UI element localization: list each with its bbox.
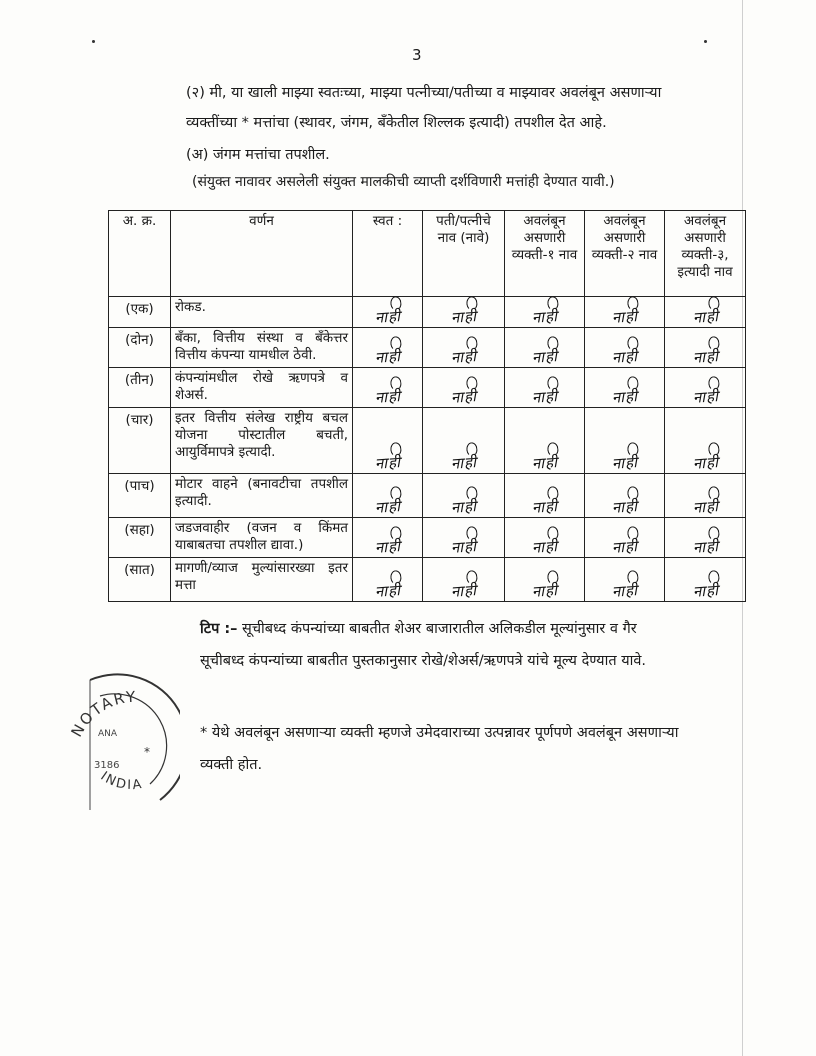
header-dependent-2: अवलंबून असणारी व्यक्ती-२ नाव bbox=[585, 211, 665, 297]
row-serial: (तीन) bbox=[109, 368, 171, 408]
header-dependent-1: अवलंबून असणारी व्यक्ती-१ नाव bbox=[505, 211, 585, 297]
scan-speck bbox=[704, 40, 707, 43]
seal-text-bottom: INDIA bbox=[97, 769, 145, 794]
row-description: इतर वित्तीय संलेख राष्ट्रीय बचल योजना पोस्टातील बचती, आयुर्विमापत्रे इत्यादी. bbox=[171, 408, 353, 474]
row-serial: (दोन) bbox=[109, 328, 171, 368]
row-description: कंपन्यांमधील रोखे ऋणपत्रे व शेअर्स. bbox=[171, 368, 353, 408]
tip-text-1: सूचीबध्द कंपन्यांच्या बाबतीत शेअर बाजारातील अलिकडील मूल्यांनुसार व गैर bbox=[242, 621, 637, 637]
header-self: स्वत : bbox=[353, 211, 423, 297]
scan-speck bbox=[92, 40, 95, 43]
table-row bbox=[109, 518, 746, 558]
handwritten-entry: नाही bbox=[529, 526, 560, 558]
handwritten-entry: नाही bbox=[609, 376, 640, 408]
handwritten-entry: नाही bbox=[448, 376, 479, 408]
intro-line-2: व्यक्तींच्या * मत्तांचा (स्थावर, जंगम, बँकेतील शिल्लक इत्यादी) तपशील देत आहे. bbox=[186, 115, 607, 131]
tip-line-2: सूचीबध्द कंपन्यांच्या बाबतीत पुस्तकानुसार रोखे/शेअर्स/ऋणपत्रे यांचे मूल्य देण्यात यावे. bbox=[200, 653, 647, 669]
intro-line-1: (२) मी, या खाली माझ्या स्वतःच्या, माझ्या पत्नीच्या/पतीच्या व माझ्यावर अवलंबून असणाऱ्या bbox=[186, 85, 662, 101]
row-serial: (सात) bbox=[109, 558, 171, 602]
handwritten-entry: नाही bbox=[448, 570, 479, 602]
handwritten-entry: नाही bbox=[529, 442, 560, 474]
header-description: वर्णन bbox=[171, 211, 353, 297]
tip-line-1 bbox=[200, 618, 637, 638]
handwritten-entry: नाही bbox=[372, 336, 403, 368]
intro-line-4: (संयुक्त नावावर असलेली संयुक्त मालकीची व्याप्ती दर्शविणारी मत्तांही देण्यात यावी.) bbox=[192, 174, 615, 190]
seal-star-icon: * bbox=[144, 745, 150, 759]
handwritten-entry: नाही bbox=[529, 296, 560, 328]
handwritten-entry: नाही bbox=[689, 336, 720, 368]
page-number: 3 bbox=[412, 46, 422, 64]
intro-line-3: (अ) जंगम मत्तांचा तपशील. bbox=[186, 147, 330, 163]
handwritten-entry: नाही bbox=[609, 526, 640, 558]
notary-seal bbox=[60, 660, 180, 810]
svg-text:INDIA bbox=[98, 769, 145, 793]
handwritten-entry: नाही bbox=[448, 526, 479, 558]
footnote-line-2: व्यक्ती होत. bbox=[200, 757, 263, 773]
handwritten-entry: नाही bbox=[689, 296, 720, 328]
row-serial: (चार) bbox=[109, 408, 171, 474]
handwritten-entry: नाही bbox=[372, 486, 403, 518]
row-description: मोटार वाहने (बनावटीचा तपशील इत्यादी. bbox=[171, 474, 353, 518]
header-serial: अ. क्र. bbox=[109, 211, 171, 297]
handwritten-entry: नाही bbox=[689, 486, 720, 518]
handwritten-entry: नाही bbox=[372, 526, 403, 558]
handwritten-entry: नाही bbox=[529, 376, 560, 408]
handwritten-entry: नाही bbox=[609, 336, 640, 368]
row-serial: (सहा) bbox=[109, 518, 171, 558]
handwritten-entry: नाही bbox=[689, 442, 720, 474]
table-row bbox=[109, 474, 746, 518]
row-serial: (एक) bbox=[109, 297, 171, 328]
handwritten-entry: नाही bbox=[609, 486, 640, 518]
handwritten-entry: नाही bbox=[689, 526, 720, 558]
seal-text-inner: ANA bbox=[98, 729, 118, 739]
table-row bbox=[109, 297, 746, 328]
row-description: रोकड. bbox=[171, 297, 353, 328]
handwritten-entry: नाही bbox=[448, 442, 479, 474]
handwritten-entry: नाही bbox=[372, 376, 403, 408]
handwritten-entry: नाही bbox=[448, 296, 479, 328]
handwritten-entry: नाही bbox=[609, 296, 640, 328]
table-row bbox=[109, 368, 746, 408]
header-dependent-3: अवलंबून असणारी व्यक्ती-३, इत्यादी नाव bbox=[665, 211, 746, 297]
handwritten-entry: नाही bbox=[372, 442, 403, 474]
row-description: जडजवाहीर (वजन व किंमत याबाबतचा तपशील द्यावा.) bbox=[171, 518, 353, 558]
handwritten-entry: नाही bbox=[372, 296, 403, 328]
handwritten-entry: नाही bbox=[372, 570, 403, 602]
handwritten-entry: नाही bbox=[609, 570, 640, 602]
handwritten-entry: नाही bbox=[689, 376, 720, 408]
row-description: मागणी/व्याज मुल्यांसारख्या इतर मत्ता bbox=[171, 558, 353, 602]
footnote-line-1: * येथे अवलंबून असणाऱ्या व्यक्ती म्हणजे उमेदवाराच्या उत्पन्नावर पूर्णपणे अवलंबून असणाऱ्या bbox=[200, 725, 679, 741]
row-description: बँका, वित्तीय संस्था व बँकेत्तर वित्तीय कंपन्या यामधील ठेवी. bbox=[171, 328, 353, 368]
movable-assets-table bbox=[108, 210, 746, 602]
table-row bbox=[109, 408, 746, 474]
handwritten-entry: नाही bbox=[529, 336, 560, 368]
handwritten-entry: नाही bbox=[609, 442, 640, 474]
seal-number: 3186 bbox=[94, 760, 120, 771]
table-row bbox=[109, 328, 746, 368]
tip-label: टिप :– bbox=[200, 621, 238, 637]
seal-text-top: NOTARY bbox=[67, 687, 138, 740]
handwritten-entry: नाही bbox=[448, 486, 479, 518]
handwritten-entry: नाही bbox=[529, 570, 560, 602]
table-row bbox=[109, 558, 746, 602]
table-header-row bbox=[109, 211, 746, 297]
handwritten-entry: नाही bbox=[448, 336, 479, 368]
row-serial: (पाच) bbox=[109, 474, 171, 518]
handwritten-entry: नाही bbox=[529, 486, 560, 518]
header-spouse: पती/पत्नीचे नाव (नावे) bbox=[423, 211, 505, 297]
handwritten-entry: नाही bbox=[689, 570, 720, 602]
